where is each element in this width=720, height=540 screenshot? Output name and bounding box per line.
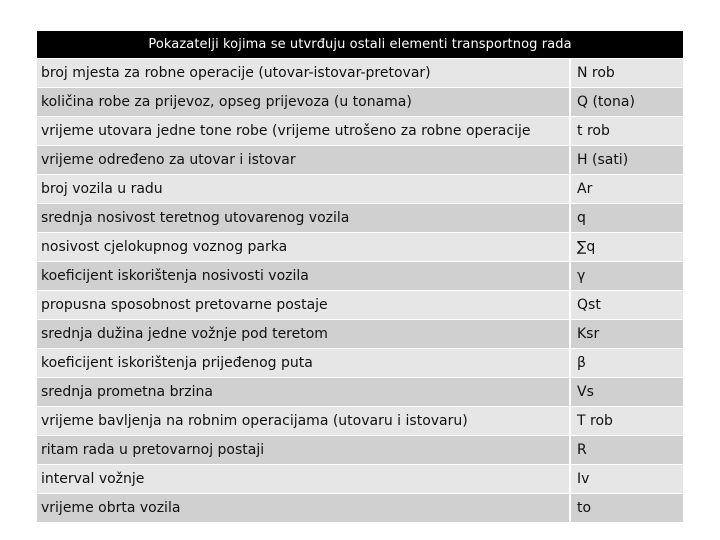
indicator-symbol: Vs	[570, 378, 683, 407]
indicator-label: koeficijent iskorištenja prijeđenog puta	[37, 349, 570, 378]
indicator-label: srednja prometna brzina	[37, 378, 570, 407]
indicator-symbol: Q (tona)	[570, 88, 683, 117]
table-row	[37, 320, 683, 349]
indicators-table	[37, 31, 683, 522]
table-row	[37, 378, 683, 407]
table-row	[37, 407, 683, 436]
indicator-symbol: H (sati)	[570, 146, 683, 175]
table-header-row	[37, 31, 683, 59]
indicator-label: srednja dužina jedne vožnje pod teretom	[37, 320, 570, 349]
indicator-symbol: γ	[570, 262, 683, 291]
indicator-label: vrijeme određeno za utovar i istovar	[37, 146, 570, 175]
indicator-label: ritam rada u pretovarnoj postaji	[37, 436, 570, 465]
indicator-label: vrijeme utovara jedne tone robe (vrijeme utrošeno za robne operacije	[37, 117, 570, 146]
indicator-symbol: T rob	[570, 407, 683, 436]
indicator-label: broj vozila u radu	[37, 175, 570, 204]
table-row	[37, 146, 683, 175]
indicator-label: vrijeme obrta vozila	[37, 494, 570, 523]
table-row	[37, 349, 683, 378]
table-row	[37, 88, 683, 117]
table-row	[37, 233, 683, 262]
table-row	[37, 494, 683, 523]
indicator-symbol: to	[570, 494, 683, 523]
table-title: Pokazatelji kojima se utvrđuju ostali elementi transportnog rada	[37, 31, 683, 59]
indicator-label: srednja nosivost teretnog utovarenog vozila	[37, 204, 570, 233]
indicator-symbol: ∑q	[570, 233, 683, 262]
table-row	[37, 465, 683, 494]
table-row	[37, 59, 683, 88]
indicator-symbol: β	[570, 349, 683, 378]
indicator-label: koeficijent iskorištenja nosivosti vozila	[37, 262, 570, 291]
indicator-label: količina robe za prijevoz, opseg prijevoza (u tonama)	[37, 88, 570, 117]
indicator-label: nosivost cjelokupnog voznog parka	[37, 233, 570, 262]
indicator-symbol: R	[570, 436, 683, 465]
indicator-label: propusna sposobnost pretovarne postaje	[37, 291, 570, 320]
table-row	[37, 291, 683, 320]
indicator-symbol: Qst	[570, 291, 683, 320]
indicator-symbol: Iv	[570, 465, 683, 494]
indicator-symbol: q	[570, 204, 683, 233]
indicator-symbol: Ar	[570, 175, 683, 204]
table-row	[37, 175, 683, 204]
indicators-table-container	[37, 31, 683, 522]
indicator-label: interval vožnje	[37, 465, 570, 494]
indicator-symbol: N rob	[570, 59, 683, 88]
table-row	[37, 436, 683, 465]
indicator-label: vrijeme bavljenja na robnim operacijama (utovaru i istovaru)	[37, 407, 570, 436]
indicator-symbol: t rob	[570, 117, 683, 146]
table-row	[37, 262, 683, 291]
indicator-symbol: Ksr	[570, 320, 683, 349]
table-row	[37, 204, 683, 233]
table-body	[37, 59, 683, 523]
indicator-label: broj mjesta za robne operacije (utovar-istovar-pretovar)	[37, 59, 570, 88]
table-row	[37, 117, 683, 146]
